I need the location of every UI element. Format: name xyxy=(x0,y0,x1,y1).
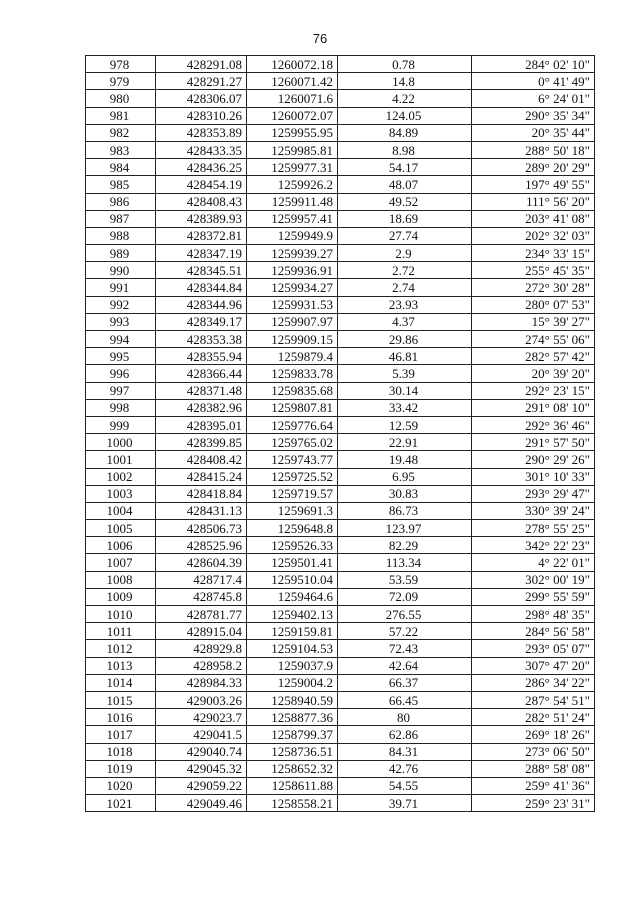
point-number-cell: 1010 xyxy=(86,606,156,623)
point-number-cell: 996 xyxy=(86,365,156,382)
point-number-cell: 997 xyxy=(86,382,156,399)
point-number-cell: 994 xyxy=(86,331,156,348)
x-coordinate-cell: 429023.7 xyxy=(156,709,247,726)
point-number-cell: 1016 xyxy=(86,709,156,726)
distance-cell: 54.17 xyxy=(338,159,472,176)
point-number-cell: 1006 xyxy=(86,537,156,554)
point-number-cell: 982 xyxy=(86,124,156,141)
x-coordinate-cell: 428433.35 xyxy=(156,141,247,158)
table-row xyxy=(86,709,595,726)
distance-cell: 8.98 xyxy=(338,141,472,158)
x-coordinate-cell: 428745.8 xyxy=(156,588,247,605)
bearing-cell: 255° 45' 35" xyxy=(472,262,595,279)
point-number-cell: 984 xyxy=(86,159,156,176)
bearing-cell: 293° 29' 47" xyxy=(472,485,595,502)
y-coordinate-cell: 1259911.48 xyxy=(247,193,338,210)
distance-cell: 39.71 xyxy=(338,795,472,812)
table-row xyxy=(86,451,595,468)
table-row xyxy=(86,331,595,348)
table-row xyxy=(86,73,595,90)
x-coordinate-cell: 429041.5 xyxy=(156,726,247,743)
bearing-cell: 282° 51' 24" xyxy=(472,709,595,726)
table-row xyxy=(86,640,595,657)
bearing-cell: 20° 39' 20" xyxy=(472,365,595,382)
table-row xyxy=(86,313,595,330)
y-coordinate-cell: 1258558.21 xyxy=(247,795,338,812)
y-coordinate-cell: 1259526.33 xyxy=(247,537,338,554)
bearing-cell: 301° 10' 33" xyxy=(472,468,595,485)
x-coordinate-cell: 428353.38 xyxy=(156,331,247,348)
y-coordinate-cell: 1259510.04 xyxy=(247,571,338,588)
x-coordinate-cell: 428291.27 xyxy=(156,73,247,90)
x-coordinate-cell: 428525.96 xyxy=(156,537,247,554)
distance-cell: 72.09 xyxy=(338,588,472,605)
distance-cell: 53.59 xyxy=(338,571,472,588)
x-coordinate-cell: 428382.96 xyxy=(156,399,247,416)
bearing-cell: 274° 55' 06" xyxy=(472,331,595,348)
point-number-cell: 1009 xyxy=(86,588,156,605)
y-coordinate-cell: 1260071.6 xyxy=(247,90,338,107)
point-number-cell: 999 xyxy=(86,416,156,433)
bearing-cell: 4° 22' 01" xyxy=(472,554,595,571)
distance-cell: 33.42 xyxy=(338,399,472,416)
table-row xyxy=(86,382,595,399)
bearing-cell: 234° 33' 15" xyxy=(472,245,595,262)
x-coordinate-cell: 428408.42 xyxy=(156,451,247,468)
table-row xyxy=(86,571,595,588)
point-number-cell: 1001 xyxy=(86,451,156,468)
y-coordinate-cell: 1259931.53 xyxy=(247,296,338,313)
point-number-cell: 1005 xyxy=(86,520,156,537)
point-number-cell: 1007 xyxy=(86,554,156,571)
bearing-cell: 0° 41' 49" xyxy=(472,73,595,90)
bearing-cell: 111° 56' 20" xyxy=(472,193,595,210)
y-coordinate-cell: 1259037.9 xyxy=(247,657,338,674)
bearing-cell: 342° 22' 23" xyxy=(472,537,595,554)
table-row xyxy=(86,468,595,485)
x-coordinate-cell: 428431.13 xyxy=(156,502,247,519)
distance-cell: 4.22 xyxy=(338,90,472,107)
table-row xyxy=(86,141,595,158)
point-number-cell: 1013 xyxy=(86,657,156,674)
bearing-cell: 269° 18' 26" xyxy=(472,726,595,743)
x-coordinate-cell: 428958.2 xyxy=(156,657,247,674)
x-coordinate-cell: 428372.81 xyxy=(156,227,247,244)
y-coordinate-cell: 1259104.53 xyxy=(247,640,338,657)
bearing-cell: 259° 41' 36" xyxy=(472,777,595,794)
table-row xyxy=(86,416,595,433)
y-coordinate-cell: 1258877.36 xyxy=(247,709,338,726)
y-coordinate-cell: 1259957.41 xyxy=(247,210,338,227)
x-coordinate-cell: 428415.24 xyxy=(156,468,247,485)
x-coordinate-cell: 429040.74 xyxy=(156,743,247,760)
x-coordinate-cell: 428915.04 xyxy=(156,623,247,640)
y-coordinate-cell: 1260072.18 xyxy=(247,56,338,73)
distance-cell: 27.74 xyxy=(338,227,472,244)
bearing-cell: 203° 41' 08" xyxy=(472,210,595,227)
distance-cell: 0.78 xyxy=(338,56,472,73)
distance-cell: 30.83 xyxy=(338,485,472,502)
distance-cell: 23.93 xyxy=(338,296,472,313)
x-coordinate-cell: 428418.84 xyxy=(156,485,247,502)
x-coordinate-cell: 428399.85 xyxy=(156,434,247,451)
y-coordinate-cell: 1259159.81 xyxy=(247,623,338,640)
distance-cell: 2.72 xyxy=(338,262,472,279)
distance-cell: 12.59 xyxy=(338,416,472,433)
table-row xyxy=(86,606,595,623)
distance-cell: 6.95 xyxy=(338,468,472,485)
x-coordinate-cell: 428929.8 xyxy=(156,640,247,657)
bearing-cell: 202° 32' 03" xyxy=(472,227,595,244)
y-coordinate-cell: 1259955.95 xyxy=(247,124,338,141)
x-coordinate-cell: 428389.93 xyxy=(156,210,247,227)
point-number-cell: 1004 xyxy=(86,502,156,519)
x-coordinate-cell: 429059.22 xyxy=(156,777,247,794)
table-row xyxy=(86,56,595,73)
table-row xyxy=(86,520,595,537)
distance-cell: 22.91 xyxy=(338,434,472,451)
y-coordinate-cell: 1259776.64 xyxy=(247,416,338,433)
page-number: 76 xyxy=(312,31,328,46)
x-coordinate-cell: 429045.32 xyxy=(156,760,247,777)
y-coordinate-cell: 1259807.81 xyxy=(247,399,338,416)
table-row xyxy=(86,365,595,382)
coordinates-table-body xyxy=(86,56,595,812)
point-number-cell: 1020 xyxy=(86,777,156,794)
distance-cell: 5.39 xyxy=(338,365,472,382)
x-coordinate-cell: 428436.25 xyxy=(156,159,247,176)
table-row xyxy=(86,795,595,812)
table-row xyxy=(86,210,595,227)
point-number-cell: 1018 xyxy=(86,743,156,760)
table-row xyxy=(86,159,595,176)
distance-cell: 2.74 xyxy=(338,279,472,296)
y-coordinate-cell: 1259501.41 xyxy=(247,554,338,571)
distance-cell: 49.52 xyxy=(338,193,472,210)
bearing-cell: 299° 55' 59" xyxy=(472,588,595,605)
x-coordinate-cell: 428395.01 xyxy=(156,416,247,433)
point-number-cell: 983 xyxy=(86,141,156,158)
y-coordinate-cell: 1258652.32 xyxy=(247,760,338,777)
x-coordinate-cell: 428604.39 xyxy=(156,554,247,571)
y-coordinate-cell: 1258940.59 xyxy=(247,691,338,708)
point-number-cell: 978 xyxy=(86,56,156,73)
bearing-cell: 291° 08' 10" xyxy=(472,399,595,416)
x-coordinate-cell: 428506.73 xyxy=(156,520,247,537)
table-row xyxy=(86,554,595,571)
point-number-cell: 1000 xyxy=(86,434,156,451)
table-row xyxy=(86,245,595,262)
table-row xyxy=(86,502,595,519)
table-row xyxy=(86,176,595,193)
point-number-cell: 995 xyxy=(86,348,156,365)
point-number-cell: 1011 xyxy=(86,623,156,640)
x-coordinate-cell: 428291.08 xyxy=(156,56,247,73)
point-number-cell: 987 xyxy=(86,210,156,227)
distance-cell: 124.05 xyxy=(338,107,472,124)
y-coordinate-cell: 1259985.81 xyxy=(247,141,338,158)
point-number-cell: 989 xyxy=(86,245,156,262)
table-row xyxy=(86,760,595,777)
table-row xyxy=(86,399,595,416)
distance-cell: 42.64 xyxy=(338,657,472,674)
x-coordinate-cell: 428781.77 xyxy=(156,606,247,623)
bearing-cell: 280° 07' 53" xyxy=(472,296,595,313)
table-row xyxy=(86,691,595,708)
point-number-cell: 992 xyxy=(86,296,156,313)
x-coordinate-cell: 428454.19 xyxy=(156,176,247,193)
bearing-cell: 288° 50' 18" xyxy=(472,141,595,158)
table-row xyxy=(86,537,595,554)
bearing-cell: 284° 02' 10" xyxy=(472,56,595,73)
x-coordinate-cell: 428310.26 xyxy=(156,107,247,124)
y-coordinate-cell: 1259833.78 xyxy=(247,365,338,382)
x-coordinate-cell: 429049.46 xyxy=(156,795,247,812)
bearing-cell: 288° 58' 08" xyxy=(472,760,595,777)
x-coordinate-cell: 428366.44 xyxy=(156,365,247,382)
distance-cell: 86.73 xyxy=(338,502,472,519)
table-row xyxy=(86,657,595,674)
point-number-cell: 988 xyxy=(86,227,156,244)
x-coordinate-cell: 428344.84 xyxy=(156,279,247,296)
x-coordinate-cell: 428349.17 xyxy=(156,313,247,330)
table-row xyxy=(86,193,595,210)
table-row xyxy=(86,262,595,279)
distance-cell: 14.8 xyxy=(338,73,472,90)
bearing-cell: 291° 57' 50" xyxy=(472,434,595,451)
distance-cell: 46.81 xyxy=(338,348,472,365)
distance-cell: 80 xyxy=(338,709,472,726)
bearing-cell: 272° 30' 28" xyxy=(472,279,595,296)
distance-cell: 19.48 xyxy=(338,451,472,468)
point-number-cell: 1008 xyxy=(86,571,156,588)
table-row xyxy=(86,124,595,141)
y-coordinate-cell: 1259949.9 xyxy=(247,227,338,244)
point-number-cell: 993 xyxy=(86,313,156,330)
bearing-cell: 307° 47' 20" xyxy=(472,657,595,674)
y-coordinate-cell: 1258799.37 xyxy=(247,726,338,743)
x-coordinate-cell: 428353.89 xyxy=(156,124,247,141)
bearing-cell: 278° 55' 25" xyxy=(472,520,595,537)
x-coordinate-cell: 428344.96 xyxy=(156,296,247,313)
bearing-cell: 292° 23' 15" xyxy=(472,382,595,399)
bearing-cell: 15° 39' 27" xyxy=(472,313,595,330)
distance-cell: 62.86 xyxy=(338,726,472,743)
point-number-cell: 1021 xyxy=(86,795,156,812)
y-coordinate-cell: 1259936.91 xyxy=(247,262,338,279)
y-coordinate-cell: 1260072.07 xyxy=(247,107,338,124)
distance-cell: 276.55 xyxy=(338,606,472,623)
y-coordinate-cell: 1259879.4 xyxy=(247,348,338,365)
y-coordinate-cell: 1259004.2 xyxy=(247,674,338,691)
y-coordinate-cell: 1259765.02 xyxy=(247,434,338,451)
y-coordinate-cell: 1259907.97 xyxy=(247,313,338,330)
x-coordinate-cell: 428408.43 xyxy=(156,193,247,210)
table-row xyxy=(86,485,595,502)
bearing-cell: 273° 06' 50" xyxy=(472,743,595,760)
y-coordinate-cell: 1259926.2 xyxy=(247,176,338,193)
table-row xyxy=(86,674,595,691)
distance-cell: 123.97 xyxy=(338,520,472,537)
bearing-cell: 298° 48' 35" xyxy=(472,606,595,623)
table-row xyxy=(86,107,595,124)
bearing-cell: 289° 20' 29" xyxy=(472,159,595,176)
distance-cell: 57.22 xyxy=(338,623,472,640)
y-coordinate-cell: 1258736.51 xyxy=(247,743,338,760)
y-coordinate-cell: 1259977.31 xyxy=(247,159,338,176)
table-row xyxy=(86,588,595,605)
point-number-cell: 1017 xyxy=(86,726,156,743)
table-row xyxy=(86,227,595,244)
distance-cell: 42.76 xyxy=(338,760,472,777)
y-coordinate-cell: 1258611.88 xyxy=(247,777,338,794)
point-number-cell: 991 xyxy=(86,279,156,296)
distance-cell: 84.89 xyxy=(338,124,472,141)
y-coordinate-cell: 1260071.42 xyxy=(247,73,338,90)
table-row xyxy=(86,348,595,365)
distance-cell: 2.9 xyxy=(338,245,472,262)
x-coordinate-cell: 429003.26 xyxy=(156,691,247,708)
point-number-cell: 990 xyxy=(86,262,156,279)
distance-cell: 48.07 xyxy=(338,176,472,193)
x-coordinate-cell: 428347.19 xyxy=(156,245,247,262)
y-coordinate-cell: 1259939.27 xyxy=(247,245,338,262)
bearing-cell: 286° 34' 22" xyxy=(472,674,595,691)
y-coordinate-cell: 1259402.13 xyxy=(247,606,338,623)
point-number-cell: 1002 xyxy=(86,468,156,485)
table-row xyxy=(86,279,595,296)
x-coordinate-cell: 428306.07 xyxy=(156,90,247,107)
table-row xyxy=(86,777,595,794)
point-number-cell: 981 xyxy=(86,107,156,124)
distance-cell: 82.29 xyxy=(338,537,472,554)
bearing-cell: 6° 24' 01" xyxy=(472,90,595,107)
point-number-cell: 1019 xyxy=(86,760,156,777)
bearing-cell: 287° 54' 51" xyxy=(472,691,595,708)
table-row xyxy=(86,296,595,313)
distance-cell: 30.14 xyxy=(338,382,472,399)
table-row xyxy=(86,743,595,760)
bearing-cell: 290° 35' 34" xyxy=(472,107,595,124)
distance-cell: 29.86 xyxy=(338,331,472,348)
table-row xyxy=(86,623,595,640)
x-coordinate-cell: 428371.48 xyxy=(156,382,247,399)
distance-cell: 66.45 xyxy=(338,691,472,708)
point-number-cell: 998 xyxy=(86,399,156,416)
y-coordinate-cell: 1259725.52 xyxy=(247,468,338,485)
point-number-cell: 979 xyxy=(86,73,156,90)
point-number-cell: 1014 xyxy=(86,674,156,691)
table-row xyxy=(86,434,595,451)
distance-cell: 66.37 xyxy=(338,674,472,691)
x-coordinate-cell: 428717.4 xyxy=(156,571,247,588)
coordinates-table xyxy=(85,55,595,812)
bearing-cell: 293° 05' 07" xyxy=(472,640,595,657)
table-row xyxy=(86,726,595,743)
bearing-cell: 330° 39' 24" xyxy=(472,502,595,519)
bearing-cell: 302° 00' 19" xyxy=(472,571,595,588)
y-coordinate-cell: 1259464.6 xyxy=(247,588,338,605)
y-coordinate-cell: 1259691.3 xyxy=(247,502,338,519)
y-coordinate-cell: 1259934.27 xyxy=(247,279,338,296)
bearing-cell: 292° 36' 46" xyxy=(472,416,595,433)
bearing-cell: 20° 35' 44" xyxy=(472,124,595,141)
point-number-cell: 980 xyxy=(86,90,156,107)
bearing-cell: 282° 57' 42" xyxy=(472,348,595,365)
x-coordinate-cell: 428355.94 xyxy=(156,348,247,365)
bearing-cell: 284° 56' 58" xyxy=(472,623,595,640)
table-row xyxy=(86,90,595,107)
point-number-cell: 1015 xyxy=(86,691,156,708)
distance-cell: 113.34 xyxy=(338,554,472,571)
distance-cell: 4.37 xyxy=(338,313,472,330)
y-coordinate-cell: 1259909.15 xyxy=(247,331,338,348)
x-coordinate-cell: 428345.51 xyxy=(156,262,247,279)
distance-cell: 72.43 xyxy=(338,640,472,657)
bearing-cell: 259° 23' 31" xyxy=(472,795,595,812)
point-number-cell: 985 xyxy=(86,176,156,193)
y-coordinate-cell: 1259743.77 xyxy=(247,451,338,468)
point-number-cell: 1003 xyxy=(86,485,156,502)
y-coordinate-cell: 1259719.57 xyxy=(247,485,338,502)
point-number-cell: 986 xyxy=(86,193,156,210)
distance-cell: 54.55 xyxy=(338,777,472,794)
y-coordinate-cell: 1259648.8 xyxy=(247,520,338,537)
distance-cell: 18.69 xyxy=(338,210,472,227)
distance-cell: 84.31 xyxy=(338,743,472,760)
point-number-cell: 1012 xyxy=(86,640,156,657)
bearing-cell: 197° 49' 55" xyxy=(472,176,595,193)
bearing-cell: 290° 29' 26" xyxy=(472,451,595,468)
x-coordinate-cell: 428984.33 xyxy=(156,674,247,691)
y-coordinate-cell: 1259835.68 xyxy=(247,382,338,399)
